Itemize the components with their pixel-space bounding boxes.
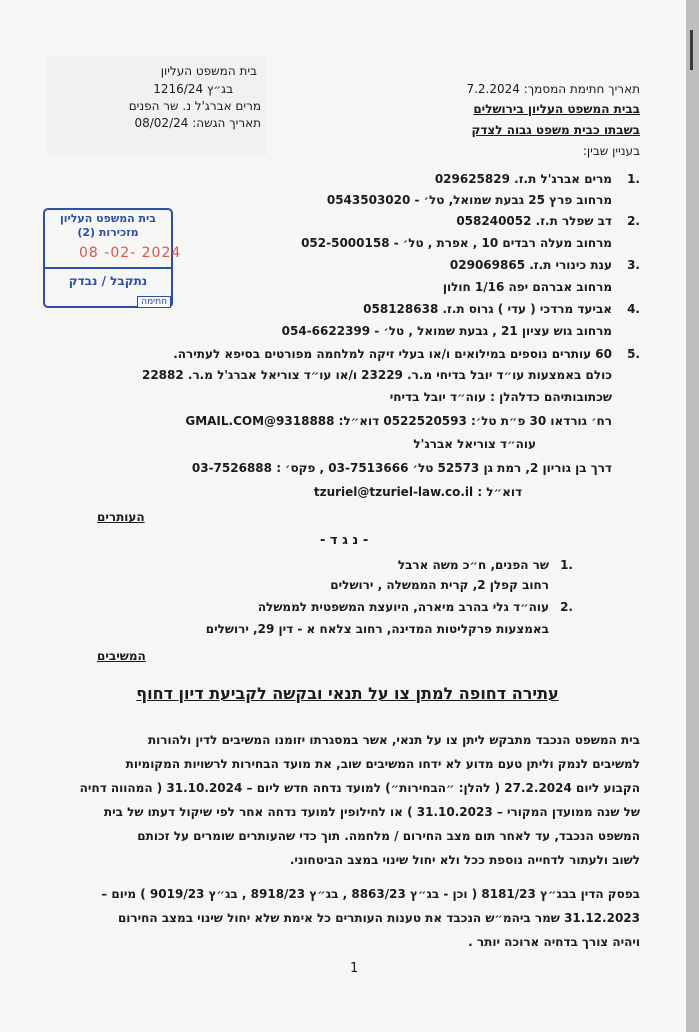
page-edge <box>686 0 699 1032</box>
matter-label: בעניין שבין: <box>582 144 640 158</box>
respondent-line1: שר הפנים, ח״כ משה ארבל <box>397 558 549 572</box>
petitioner-number: 3. <box>627 258 640 272</box>
header-filed-date: תאריך הגשה: 08/02/24 <box>134 116 261 130</box>
petitioner-address: מרחוב מעלה רבדים 10 , אפרת , טל׳ - 052-5000158 <box>301 236 612 250</box>
petitioner-number: 5. <box>627 347 640 361</box>
body-line: ויהיה צורך בדחיה ארוכה יותר . <box>468 935 640 949</box>
respondent-line2: באמצעות פרקליטות המדינה, רחוב צלאח א - דין 29, ירושלים <box>205 622 549 636</box>
court-received-stamp <box>43 208 182 308</box>
petitioner-address: מרחוב פרץ 25 גבעת שמואל, טל׳ - 0543503020 <box>326 193 612 207</box>
stamp-received: נתקבל / נבדק <box>68 274 148 288</box>
body-line: בפסק הדין בבג״ץ 8181/23 ( וכן - בג״ץ 8863/23 , בג״ץ 8918/23 , בג״ץ 9019/23 ) מיום – <box>101 887 640 901</box>
respondent-number: 2. <box>560 600 573 614</box>
petitioner5-line4: רח׳ גורדאו 30 פ״ת טל׳: 0522520593 דוא״ל: 9318888@GMAIL.COM <box>185 414 612 428</box>
body-line: לשוב ולעתור לדחייה נוספת ככל ולא יחול שינוי במצב הביטחוני. <box>289 853 640 867</box>
header-court-name: בית המשפט העליון <box>160 64 257 78</box>
petitioner-name: ענת כינורי ת.ז. 029069865 <box>449 258 612 272</box>
petitioner-address: מרחוב אברהם יפה 1/16 חולון <box>442 280 612 294</box>
body-line: הקבוע ליום 27.2.2024 ( להלן: ״הבחירות״) למועד נדחה חדש ליום – 31.10.2024 ( המהווה דחיה <box>79 781 640 795</box>
petitioners-label: העותרים <box>97 510 145 524</box>
respondents-label: המשיבים <box>97 649 146 663</box>
stamp-divider <box>45 267 171 269</box>
stamp-signature-label: חתימה <box>137 296 171 308</box>
header-case-number: בג״ץ 1216/24 <box>153 82 233 96</box>
petitioner-number: 4. <box>627 302 640 316</box>
document-date: תאריך חתימת המסמך: 7.2.2024 <box>466 82 640 96</box>
stamp-court: בית המשפט העליון <box>59 212 156 225</box>
respondent-line2: רחוב קפלן 2, קרית הממשלה , ירושלים <box>330 578 549 592</box>
body-line: למשיבים לנמק וליתן טעם מדוע לא ידחו המשיבים שוב, את מועד הבחירות לרשויות המקומיות <box>125 757 640 771</box>
petitioner-number: 2. <box>627 214 640 228</box>
petitioner-name: אביעד מרדכי ( עדי ) גרוס ת.ז. 058128638 <box>363 302 612 316</box>
petitioner5-line1: 60 עותרים נוספים במילואים ו/או בעלי זיקה למלחמה מפורטים בסיפא לעתירה. <box>173 347 612 361</box>
stamp-office: מזכירות (2) <box>77 226 139 239</box>
petitioner5-line6: דרך בן גוריון 2, רמת גן 52573 טל׳ 03-7513666 , פקס׳ : 03-7526888 <box>191 461 612 475</box>
header-parties: מרים אברג'ל נ. שר הפנים <box>128 99 261 113</box>
petitioner5-line3: שכתובותיהם כדלהלן : עוה״ד יובל בדיחי <box>389 390 612 404</box>
petitioner-name: מרים אברג'ל ת.ז. 029625829 <box>434 172 612 186</box>
stamp-date: 08 -02- 2024 <box>79 245 182 261</box>
respondent-number: 1. <box>560 558 573 572</box>
petitioner5-line2: כולם באמצעות עו״ד יובל בדיחי מ.ר. 23229 ו/או עו״ד צוריאל אברג'ל מ.ר. 22882 <box>141 368 612 382</box>
petitioner-name: דב שפלר ת.ז. 058240052 <box>456 214 612 228</box>
body-line: בית המשפט הנכבד מתבקש ליתן צו על תנאי, אשר במסגרתו יזומנו המשיבים לדין ולהורות <box>147 733 640 747</box>
body-line: המשפט הנכבד, עד לאחר תום מצב החירום / מלחמה. תוך כדי שהעותרים שומרים על זכותם <box>137 829 640 843</box>
petition-title: עתירה דחופה למתן צו על תנאי ובקשה לקביעת דיון דחוף <box>136 684 559 703</box>
page-number: 1 <box>350 961 359 976</box>
respondent-line1: עוה״ד גלי בהרב מיארה, היועצת המשפטית לממשלה <box>257 600 549 614</box>
petitioner-number: 1. <box>627 172 640 186</box>
court-capacity: בשבתו כבית משפט גבוה לצדק <box>471 123 640 137</box>
body-line: 31.12.2023 שמר ביהמ״ש הנכבד את טענות העותרים כל אימת שלא יחול שינוי במצב החירום <box>117 911 640 925</box>
versus-label: - נ ג ד - <box>320 533 369 548</box>
petitioner5-line7: דוא״ל : tzuriel@tzuriel-law.co.il <box>313 485 522 499</box>
body-line: של שנה ממועדן המקורי – 31.10.2023 ) או לחילופין למועד נדחה אחר לפי שיקול דעתו של בית <box>103 805 640 819</box>
case-header-box <box>47 55 267 155</box>
petitioner-address: מרחוב גוש עציון 21 , גבעת שמואל , טל׳ - 054-6622399 <box>281 324 612 338</box>
court-name: בבית המשפט העליון בירושלים <box>473 102 640 116</box>
edge-mark <box>690 30 693 70</box>
petitioner5-line5: עוה״ד צוריאל אברג'ל <box>413 437 536 451</box>
